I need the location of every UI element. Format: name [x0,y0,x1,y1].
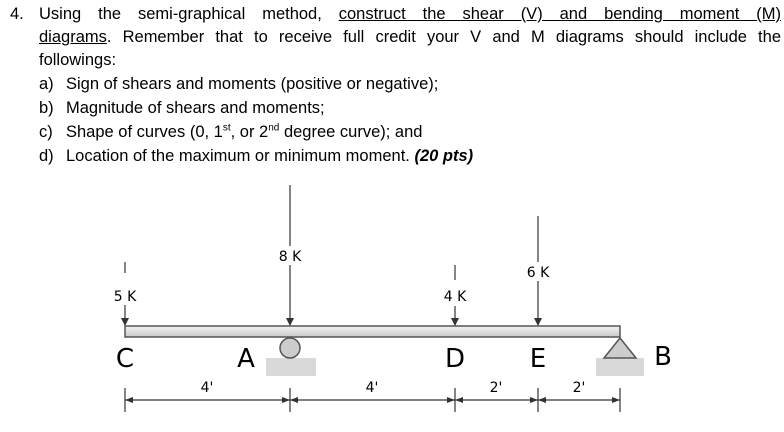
roller-support-a [266,338,316,376]
question-underlined-text: construct the shear (V) and bending moment (M) [338,5,781,23]
points-label: (20 pts) [414,147,474,165]
beam [125,326,620,337]
pin-support-b [596,338,644,376]
list-text: Location of the maximum or minimum moment. (20 pts) [66,147,474,165]
load-label-e: 6 K [526,265,550,281]
dimension-label-eb: 2' [572,380,586,396]
load-label-d: 4 K [443,289,467,305]
list-marker: a) [39,75,54,93]
list-text: Magnitude of shears and moments; [66,99,325,117]
list-text: Shape of curves (0, 1st, or 2nd degree curve); and [66,122,423,141]
question-number: 4. [10,5,24,23]
point-label-c: C [115,344,135,374]
load-label-a: 8 K [278,249,302,265]
list-marker: b) [39,99,54,117]
point-label-e: E [529,344,547,374]
dimension-label-ca: 4' [200,380,214,396]
point-label-d: D [444,344,466,374]
dimension-label-ad: 4' [365,380,379,396]
list-text: Sign of shears and moments (positive or negative); [66,75,439,93]
dimension-label-de: 2' [489,380,503,396]
list-marker: c) [39,123,53,141]
load-label-c: 5 K [113,289,137,305]
point-label-b: B [654,342,672,372]
question-line-3: followings: [39,51,117,69]
question-underlined-word: diagrams [39,28,107,46]
question-text: Using the semi-graphical method, [39,5,339,23]
point-label-a: A [237,344,255,374]
question-text-cont: . Remember that to receive full credit your V and M diagrams should include the [106,28,781,46]
list-marker: d) [39,147,54,165]
